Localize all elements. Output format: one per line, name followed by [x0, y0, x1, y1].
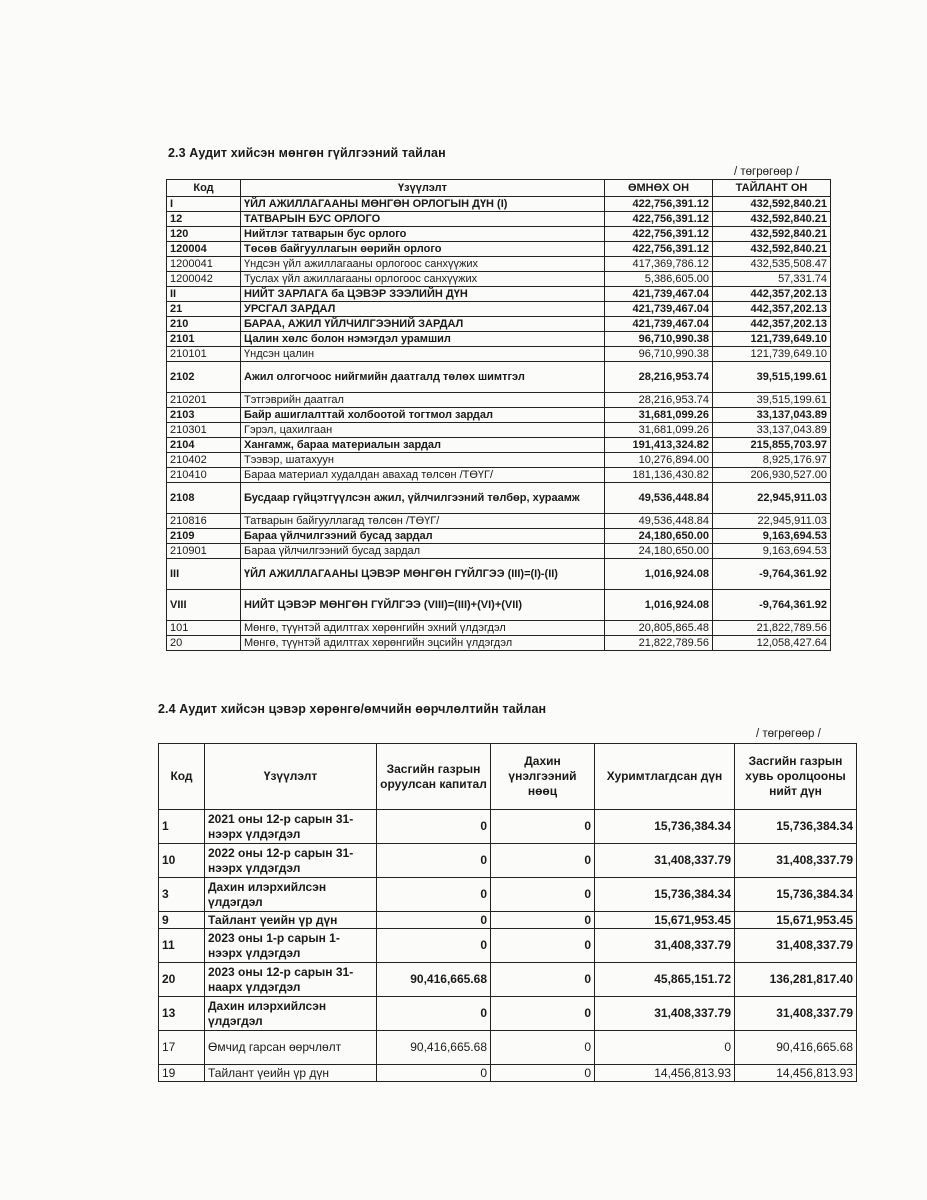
row-code: 13: [159, 997, 205, 1031]
total-equity-value: 31,408,337.79: [735, 844, 857, 878]
government-capital-value: 0: [377, 912, 491, 929]
total-equity-value: 15,736,384.34: [735, 810, 857, 844]
prior-year-value: 31,681,099.26: [605, 423, 713, 438]
prior-year-value: 421,739,467.04: [605, 287, 713, 302]
current-year-value: 432,592,840.21: [713, 242, 831, 257]
table-row: [167, 483, 831, 514]
row-code: 210201: [167, 393, 241, 408]
government-capital-value: 0: [377, 929, 491, 963]
current-year-value: 9,163,694.53: [713, 544, 831, 559]
current-year-value: 432,592,840.21: [713, 212, 831, 227]
row-code: 2108: [167, 483, 241, 514]
revaluation-reserve-value: 0: [491, 912, 595, 929]
accumulated-value: 45,865,151.72: [595, 963, 735, 997]
table-row: [167, 272, 831, 287]
prior-year-value: 96,710,990.38: [605, 347, 713, 362]
row-code: I: [167, 197, 241, 212]
row-code: II: [167, 287, 241, 302]
table-row: [167, 590, 831, 621]
revaluation-reserve-value: 0: [491, 844, 595, 878]
row-label: Ажил олгогчоос нийгмийн даатгалд төлөх шимтгэл: [241, 362, 605, 393]
current-year-value: 57,331.74: [713, 272, 831, 287]
row-code: 19: [159, 1065, 205, 1082]
section-title-equity-changes: 2.4 Аудит хийсэн цэвэр хөрөнгө/өмчийн өөрчлөлтийн тайлан: [158, 702, 547, 716]
prior-year-value: 1,016,924.08: [605, 590, 713, 621]
column-header: ӨМНӨХ ОН: [605, 180, 713, 197]
current-year-value: 8,925,176.97: [713, 453, 831, 468]
column-header: Дахин үнэлгээний нөөц: [491, 744, 595, 810]
table-row: [159, 997, 857, 1031]
row-label: 2022 оны 12-р сарын 31-нээрх үлдэгдэл: [205, 844, 377, 878]
column-header: ТАЙЛАНТ ОН: [713, 180, 831, 197]
current-year-value: 33,137,043.89: [713, 408, 831, 423]
row-label: 2023 оны 12-р сарын 31-наарх үлдэгдэл: [205, 963, 377, 997]
row-label: Тайлант үеийн үр дүн: [205, 1065, 377, 1082]
current-year-value: 22,945,911.03: [713, 514, 831, 529]
row-label: НИЙТ ЦЭВЭР МӨНГӨН ГҮЙЛГЭЭ (VIII)=(III)+(VI)+(VII): [241, 590, 605, 621]
currency-unit-note: / төгрөгөөр /: [734, 166, 799, 178]
row-label: ҮЙЛ АЖИЛЛАГААНЫ ЦЭВЭР МӨНГӨН ГҮЙЛГЭЭ (III)=(I)-(II): [241, 559, 605, 590]
row-label: Өмчид гарсан өөрчлөлт: [205, 1031, 377, 1065]
row-code: 9: [159, 912, 205, 929]
revaluation-reserve-value: 0: [491, 963, 595, 997]
prior-year-value: 49,536,448.84: [605, 514, 713, 529]
government-capital-value: 0: [377, 844, 491, 878]
current-year-value: 206,930,527.00: [713, 468, 831, 483]
row-code: 20: [167, 636, 241, 651]
row-label: Дахин илэрхийлсэн үлдэгдэл: [205, 878, 377, 912]
accumulated-value: 15,671,953.45: [595, 912, 735, 929]
table-header-row: [159, 744, 857, 810]
table-row: [167, 393, 831, 408]
table-row: [159, 844, 857, 878]
row-code: 210410: [167, 468, 241, 483]
row-label: Бараа үйлчилгээний бусад зардал: [241, 529, 605, 544]
table-row: [167, 332, 831, 347]
row-code: 210301: [167, 423, 241, 438]
revaluation-reserve-value: 0: [491, 810, 595, 844]
current-year-value: -9,764,361.92: [713, 559, 831, 590]
row-code: VIII: [167, 590, 241, 621]
government-capital-value: 90,416,665.68: [377, 963, 491, 997]
row-label: Татварын байгууллагад төлсөн /ТӨҮГ/: [241, 514, 605, 529]
table-row: [167, 347, 831, 362]
accumulated-value: 31,408,337.79: [595, 929, 735, 963]
current-year-value: 22,945,911.03: [713, 483, 831, 514]
table-row: [167, 423, 831, 438]
row-label: Хангамж, бараа материалын зардал: [241, 438, 605, 453]
row-code: 2109: [167, 529, 241, 544]
row-code: 10: [159, 844, 205, 878]
government-capital-value: 0: [377, 810, 491, 844]
current-year-value: 121,739,649.10: [713, 332, 831, 347]
current-year-value: 432,535,508.47: [713, 257, 831, 272]
column-header: Үзүүлэлт: [241, 180, 605, 197]
row-code: 3: [159, 878, 205, 912]
current-year-value: 432,592,840.21: [713, 227, 831, 242]
total-equity-value: 31,408,337.79: [735, 929, 857, 963]
row-code: 17: [159, 1031, 205, 1065]
row-code: 210101: [167, 347, 241, 362]
government-capital-value: 0: [377, 1065, 491, 1082]
prior-year-value: 422,756,391.12: [605, 242, 713, 257]
current-year-value: 215,855,703.97: [713, 438, 831, 453]
row-code: 11: [159, 929, 205, 963]
prior-year-value: 21,822,789.56: [605, 636, 713, 651]
prior-year-value: 28,216,953.74: [605, 362, 713, 393]
row-code: 12: [167, 212, 241, 227]
currency-unit-note: / төгрөгөөр /: [756, 728, 821, 740]
prior-year-value: 422,756,391.12: [605, 212, 713, 227]
table-row: [167, 514, 831, 529]
row-label: Мөнгө, түүнтэй адилтгах хөрөнгийн эцсийн үлдэгдэл: [241, 636, 605, 651]
row-label: Тайлант үеийн үр дүн: [205, 912, 377, 929]
table-row: [159, 810, 857, 844]
row-label: 2021 оны 12-р сарын 31-нээрх үлдэгдэл: [205, 810, 377, 844]
revaluation-reserve-value: 0: [491, 997, 595, 1031]
table-row: [159, 963, 857, 997]
row-code: 101: [167, 621, 241, 636]
government-capital-value: 0: [377, 997, 491, 1031]
table-row: [167, 197, 831, 212]
table-row: [167, 468, 831, 483]
row-label: Бараа үйлчилгээний бусад зардал: [241, 544, 605, 559]
row-label: Цалин хөлс болон нэмэгдэл урамшил: [241, 332, 605, 347]
row-code: 21: [167, 302, 241, 317]
prior-year-value: 24,180,650.00: [605, 529, 713, 544]
row-code: 210901: [167, 544, 241, 559]
table-row: [167, 544, 831, 559]
total-equity-value: 15,736,384.34: [735, 878, 857, 912]
total-equity-value: 14,456,813.93: [735, 1065, 857, 1082]
column-header: Засгийн газрын хувь оролцооны нийт дүн: [735, 744, 857, 810]
table-row: [159, 878, 857, 912]
table-row: [167, 559, 831, 590]
prior-year-value: 417,369,786.12: [605, 257, 713, 272]
row-label: ҮЙЛ АЖИЛЛАГААНЫ МӨНГӨН ОРЛОГЫН ДҮН (I): [241, 197, 605, 212]
row-code: 210402: [167, 453, 241, 468]
current-year-value: 442,357,202.13: [713, 287, 831, 302]
accumulated-value: 31,408,337.79: [595, 997, 735, 1031]
row-code: III: [167, 559, 241, 590]
row-label: НИЙТ ЗАРЛАГА ба ЦЭВЭР ЗЭЭЛИЙН ДҮН: [241, 287, 605, 302]
revaluation-reserve-value: 0: [491, 878, 595, 912]
prior-year-value: 421,739,467.04: [605, 317, 713, 332]
column-header: Код: [159, 744, 205, 810]
row-label: Гэрэл, цахилгаан: [241, 423, 605, 438]
table-row: [159, 929, 857, 963]
revaluation-reserve-value: 0: [491, 929, 595, 963]
row-label: Мөнгө, түүнтэй адилтгах хөрөнгийн эхний үлдэгдэл: [241, 621, 605, 636]
row-code: 1200042: [167, 272, 241, 287]
revaluation-reserve-value: 0: [491, 1065, 595, 1082]
current-year-value: -9,764,361.92: [713, 590, 831, 621]
table-row: [159, 1065, 857, 1082]
row-code: 2101: [167, 332, 241, 347]
row-label: Туслах үйл ажиллагааны орлогоос санхүүжих: [241, 272, 605, 287]
row-code: 2104: [167, 438, 241, 453]
prior-year-value: 191,413,324.82: [605, 438, 713, 453]
prior-year-value: 1,016,924.08: [605, 559, 713, 590]
row-label: ТАТВАРЫН БУС ОРЛОГО: [241, 212, 605, 227]
current-year-value: 121,739,649.10: [713, 347, 831, 362]
equity-changes-table: [158, 743, 857, 1082]
row-code: 210: [167, 317, 241, 332]
total-equity-value: 31,408,337.79: [735, 997, 857, 1031]
government-capital-value: 0: [377, 878, 491, 912]
row-label: Үндсэн цалин: [241, 347, 605, 362]
table-row: [167, 302, 831, 317]
prior-year-value: 10,276,894.00: [605, 453, 713, 468]
row-label: Дахин илэрхийлсэн үлдэгдэл: [205, 997, 377, 1031]
row-label: УРСГАЛ ЗАРДАЛ: [241, 302, 605, 317]
prior-year-value: 5,386,605.00: [605, 272, 713, 287]
prior-year-value: 20,805,865.48: [605, 621, 713, 636]
table-row: [167, 257, 831, 272]
table-row: [159, 1031, 857, 1065]
prior-year-value: 31,681,099.26: [605, 408, 713, 423]
row-label: Тээвэр, шатахуун: [241, 453, 605, 468]
current-year-value: 442,357,202.13: [713, 317, 831, 332]
column-header: Код: [167, 180, 241, 197]
prior-year-value: 422,756,391.12: [605, 197, 713, 212]
prior-year-value: 421,739,467.04: [605, 302, 713, 317]
current-year-value: 9,163,694.53: [713, 529, 831, 544]
row-code: 1: [159, 810, 205, 844]
accumulated-value: 0: [595, 1031, 735, 1065]
column-header: Хуримтлагдсан дүн: [595, 744, 735, 810]
table-row: [167, 438, 831, 453]
table-row: [167, 227, 831, 242]
cash-flow-table: [166, 179, 831, 651]
table-header-row: [167, 180, 831, 197]
current-year-value: 432,592,840.21: [713, 197, 831, 212]
section-title-cash-flow: 2.3 Аудит хийсэн мөнгөн гүйлгээний тайлан: [168, 146, 446, 160]
total-equity-value: 136,281,817.40: [735, 963, 857, 997]
table-row: [167, 362, 831, 393]
row-code: 2103: [167, 408, 241, 423]
total-equity-value: 15,671,953.45: [735, 912, 857, 929]
row-code: 210816: [167, 514, 241, 529]
current-year-value: 12,058,427.64: [713, 636, 831, 651]
table-row: [167, 636, 831, 651]
prior-year-value: 181,136,430.82: [605, 468, 713, 483]
current-year-value: 21,822,789.56: [713, 621, 831, 636]
table-row: [167, 453, 831, 468]
row-code: 120: [167, 227, 241, 242]
row-label: Нийтлэг татварын бус орлого: [241, 227, 605, 242]
row-label: Төсөв байгууллагын өөрийн орлого: [241, 242, 605, 257]
accumulated-value: 15,736,384.34: [595, 810, 735, 844]
column-header: Үзүүлэлт: [205, 744, 377, 810]
row-label: Бусдаар гүйцэтгүүлсэн ажил, үйлчилгээний төлбөр, хураамж: [241, 483, 605, 514]
prior-year-value: 422,756,391.12: [605, 227, 713, 242]
table-row: [167, 212, 831, 227]
current-year-value: 33,137,043.89: [713, 423, 831, 438]
current-year-value: 39,515,199.61: [713, 362, 831, 393]
row-code: 1200041: [167, 257, 241, 272]
accumulated-value: 31,408,337.79: [595, 844, 735, 878]
table-row: [167, 529, 831, 544]
table-row: [167, 317, 831, 332]
row-label: БАРАА, АЖИЛ ҮЙЛЧИЛГЭЭНИЙ ЗАРДАЛ: [241, 317, 605, 332]
table-row: [167, 287, 831, 302]
prior-year-value: 96,710,990.38: [605, 332, 713, 347]
row-label: Байр ашиглалттай холбоотой тогтмол зардал: [241, 408, 605, 423]
government-capital-value: 90,416,665.68: [377, 1031, 491, 1065]
row-label: Тэтгэврийн даатгал: [241, 393, 605, 408]
row-code: 20: [159, 963, 205, 997]
prior-year-value: 24,180,650.00: [605, 544, 713, 559]
row-code: 2102: [167, 362, 241, 393]
prior-year-value: 28,216,953.74: [605, 393, 713, 408]
total-equity-value: 90,416,665.68: [735, 1031, 857, 1065]
current-year-value: 39,515,199.61: [713, 393, 831, 408]
table-row: [167, 408, 831, 423]
table-row: [167, 621, 831, 636]
table-row: [167, 242, 831, 257]
column-header: Засгийн газрын оруулсан капитал: [377, 744, 491, 810]
row-label: Бараа материал худалдан авахад төлсөн /ТӨҮГ/: [241, 468, 605, 483]
current-year-value: 442,357,202.13: [713, 302, 831, 317]
row-label: 2023 оны 1-р сарын 1-нээрх үлдэгдэл: [205, 929, 377, 963]
accumulated-value: 14,456,813.93: [595, 1065, 735, 1082]
prior-year-value: 49,536,448.84: [605, 483, 713, 514]
table-row: [159, 912, 857, 929]
row-code: 120004: [167, 242, 241, 257]
accumulated-value: 15,736,384.34: [595, 878, 735, 912]
revaluation-reserve-value: 0: [491, 1031, 595, 1065]
row-label: Үндсэн үйл ажиллагааны орлогоос санхүүжих: [241, 257, 605, 272]
